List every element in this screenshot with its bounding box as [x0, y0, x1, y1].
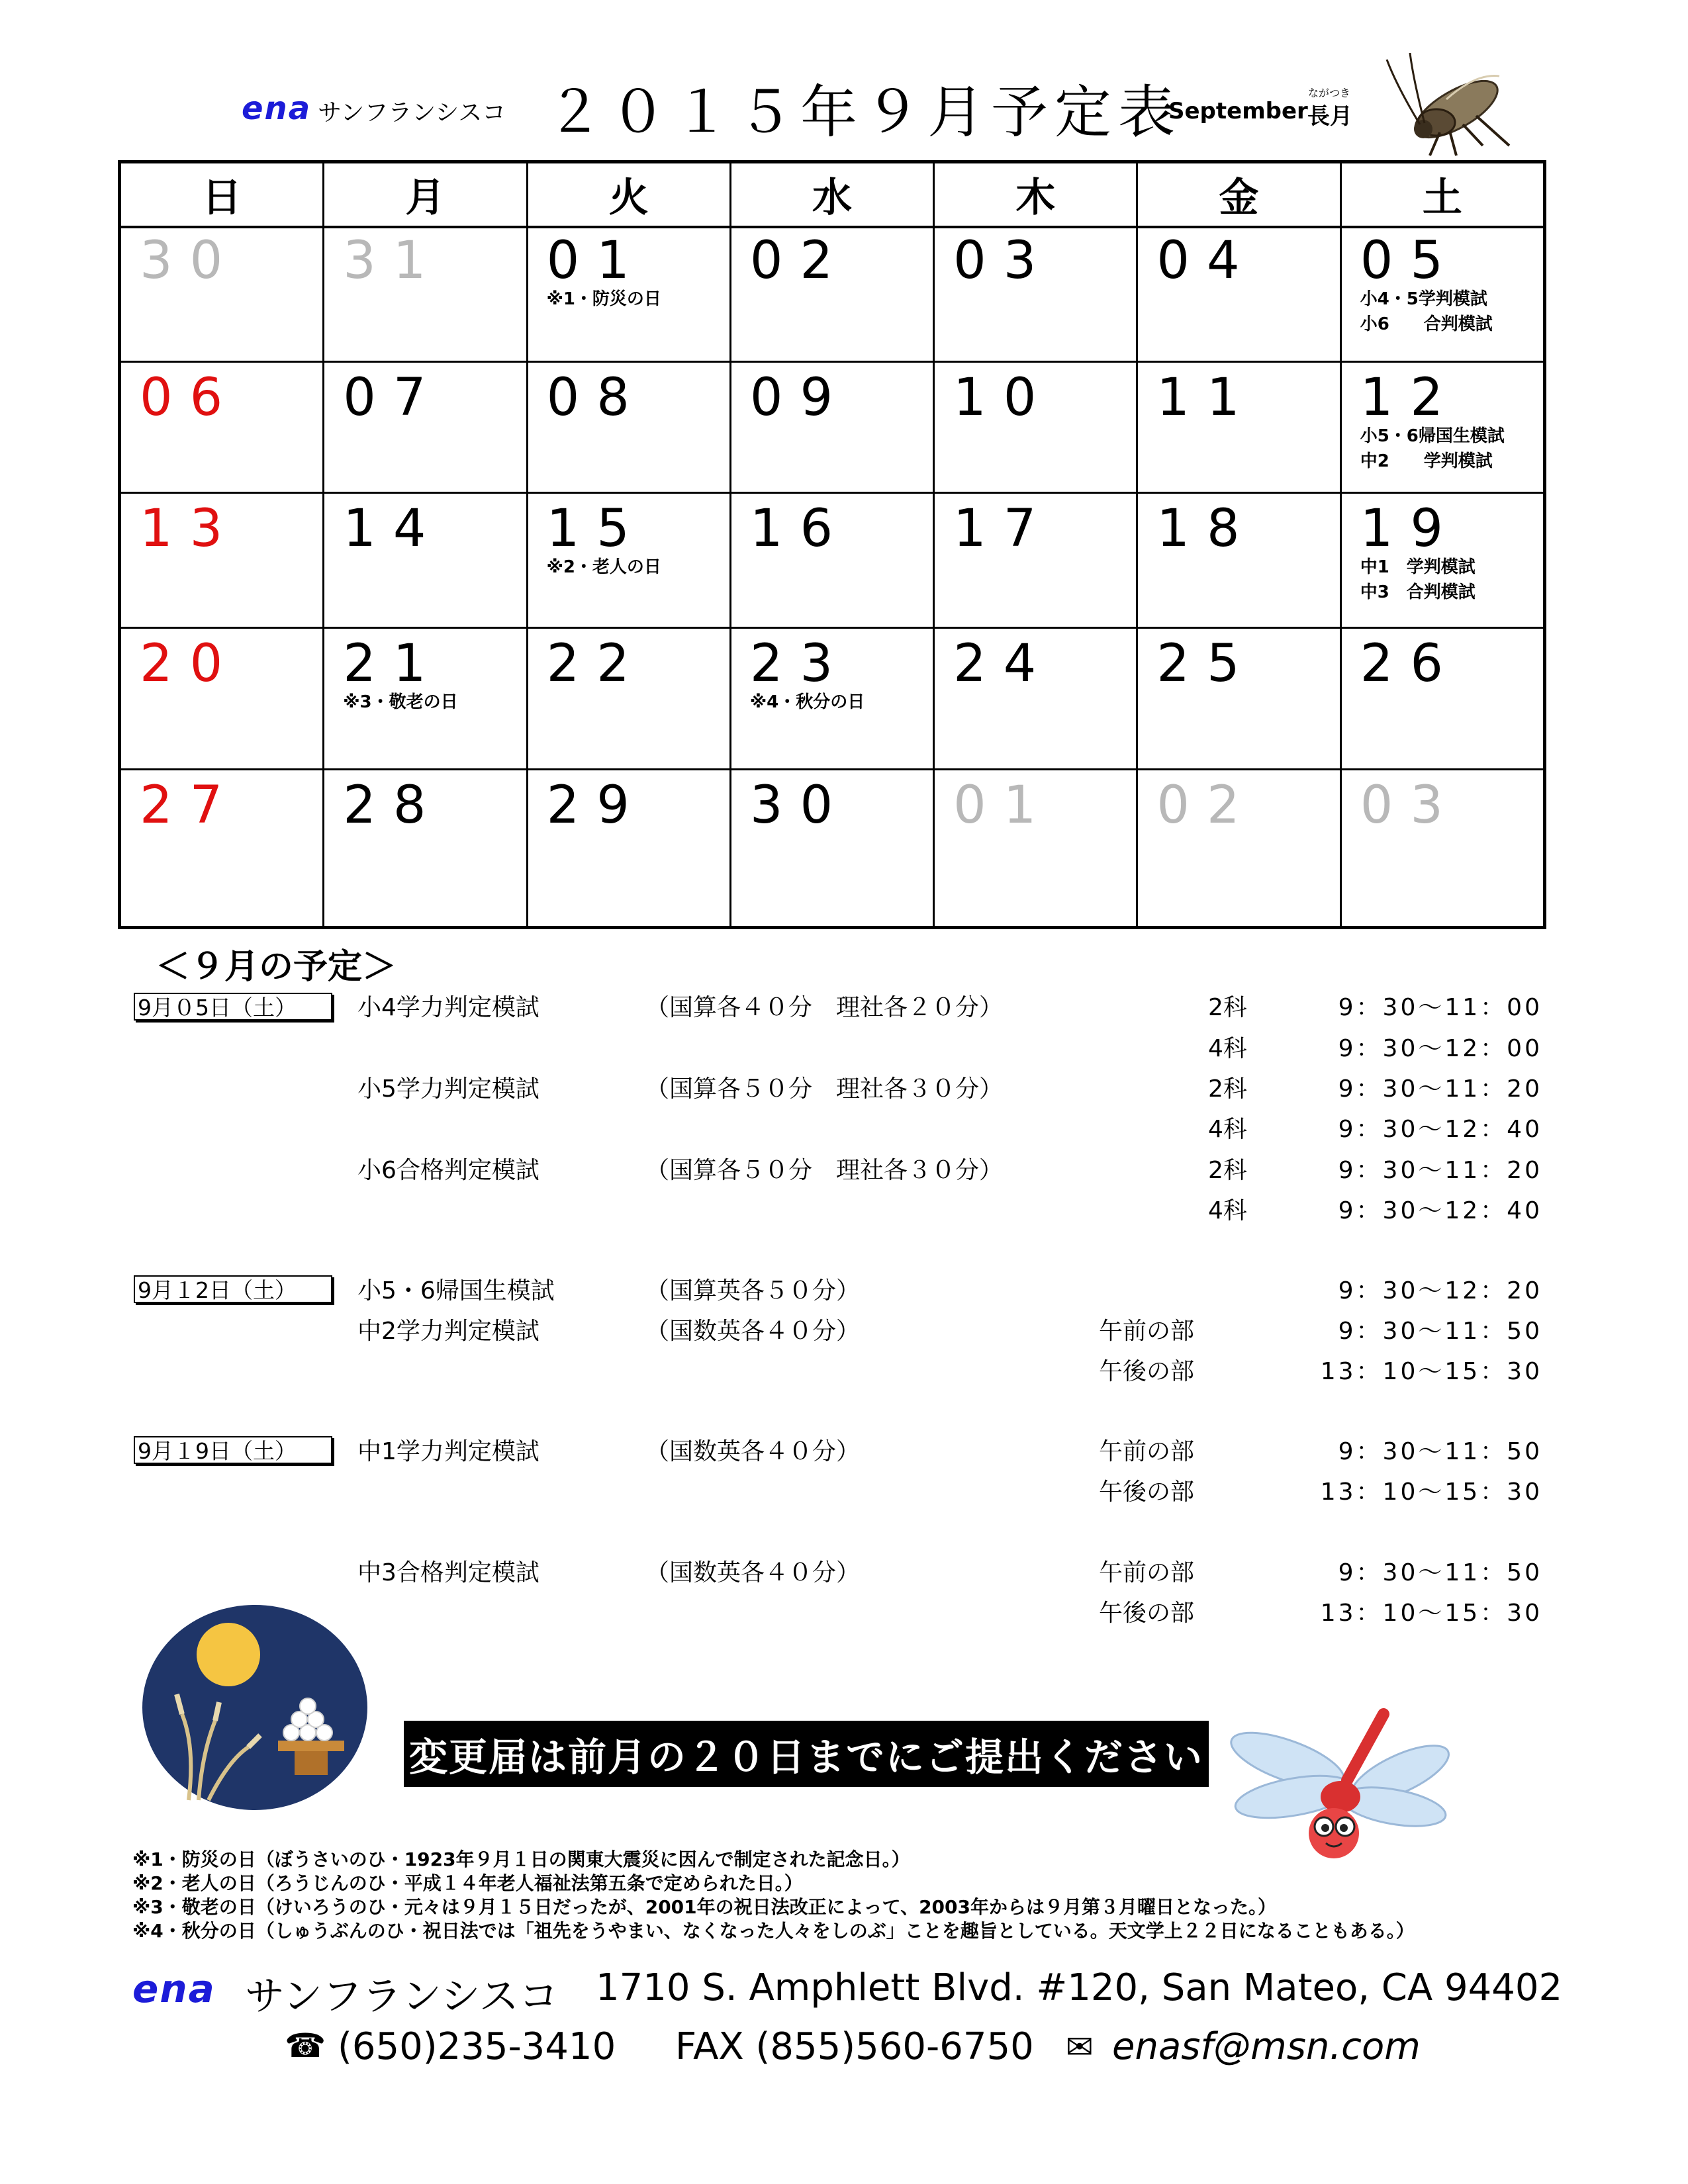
- schedule-kamoku: 4科: [1208, 1035, 1247, 1062]
- day-note: 中1 学判模試 中3 合判模試: [1360, 557, 1476, 602]
- day-number: 10: [953, 368, 1054, 428]
- day-number: 30: [140, 231, 240, 291]
- schedule-subjects: （国数英各４０分）: [645, 1438, 861, 1465]
- day-number: 27: [140, 776, 240, 835]
- calendar-day-cell: [528, 226, 731, 361]
- schedule-time: 9：30～11：50: [1338, 1559, 1542, 1586]
- schedule-session: 午前の部: [1099, 1559, 1195, 1586]
- calendar-day-cell: [1342, 629, 1543, 770]
- footer-school-name: サンフランシスコ: [245, 1974, 559, 2020]
- calendar-day-cell: [731, 629, 935, 770]
- calendar-day-cell: [731, 363, 935, 494]
- calendar-day-cell: [1342, 226, 1543, 361]
- calendar-week-row: [121, 768, 1543, 928]
- schedule-time: 9：30～11：50: [1338, 1318, 1542, 1345]
- day-number: 28: [343, 776, 444, 835]
- calendar-day-cell: [1138, 363, 1341, 494]
- calendar-grid: [118, 160, 1546, 929]
- calendar-day-cell: [528, 363, 731, 494]
- schedule-session: 午後の部: [1099, 1600, 1195, 1627]
- schedule-exam: 中2学力判定模試: [357, 1318, 539, 1345]
- calendar-day-cell: [324, 363, 528, 494]
- day-note: ※3・敬老の日: [343, 692, 458, 712]
- day-number: 08: [546, 368, 647, 428]
- day-number: 24: [953, 634, 1054, 694]
- weekday-thu: 木: [935, 163, 1138, 226]
- calendar-day-cell: [1138, 629, 1341, 770]
- schedule-subjects: （国算各４０分 理社各２０分）: [645, 994, 1004, 1021]
- schedule-date-box: 9月１2日（土）: [134, 1275, 332, 1303]
- day-number: 18: [1156, 499, 1257, 559]
- calendar-day-cell: [324, 629, 528, 770]
- weekday-header-row: [121, 163, 1543, 228]
- schedule-exam: 中1学力判定模試: [357, 1438, 539, 1465]
- ena-logo: ena: [132, 1966, 216, 2011]
- schedule-kamoku: 2科: [1208, 1075, 1247, 1103]
- japanese-month: 長月: [1307, 103, 1352, 130]
- calendar-day-cell: [935, 770, 1138, 928]
- schedule-title: ＜９月の予定＞: [156, 947, 397, 987]
- schedule-exam: 中3合格判定模試: [357, 1559, 539, 1586]
- calendar-day-cell: [121, 770, 324, 928]
- schedule-time: 13：10～15：30: [1320, 1479, 1542, 1506]
- day-number: 19: [1360, 499, 1460, 559]
- schedule-subjects: （国数英各４０分）: [645, 1559, 861, 1586]
- calendar-day-cell: [935, 363, 1138, 494]
- schedule-time: 9：30～11：00: [1338, 994, 1542, 1021]
- notice-banner: 変更届は前月の２０日までにご提出ください: [404, 1721, 1209, 1787]
- day-number: 26: [1360, 634, 1460, 694]
- weekday-fri: 金: [1138, 163, 1341, 226]
- schedule-time: 13：10～15：30: [1320, 1358, 1542, 1385]
- day-number: 29: [546, 776, 647, 835]
- day-note: ※4・秋分の日: [749, 692, 865, 712]
- footer-email[interactable]: enasf@msn.com: [1112, 2025, 1421, 2068]
- schedule-exam: 小5学力判定模試: [357, 1075, 539, 1103]
- calendar-day-cell: [528, 770, 731, 928]
- day-note: 小4・5学判模試 小6 合判模試: [1360, 289, 1493, 334]
- schedule-session: 午前の部: [1099, 1318, 1195, 1345]
- schedule-kamoku: 4科: [1208, 1197, 1247, 1224]
- schedule-time: 9：30～11：50: [1338, 1438, 1542, 1465]
- day-number: 14: [343, 499, 444, 559]
- calendar-day-cell: [1138, 494, 1341, 629]
- calendar-day-cell: [528, 629, 731, 770]
- footnote: ※2・老人の日（ろうじんのひ・平成１４年老人福祉法第五条で定められた日。）: [132, 1872, 803, 1894]
- schedule-session: 午後の部: [1099, 1358, 1195, 1385]
- schedule-subjects: （国算英各５０分）: [645, 1277, 861, 1304]
- schedule-exam: 小6合格判定模試: [357, 1157, 539, 1184]
- calendar-week-row: [121, 361, 1543, 494]
- schedule-time: 9：30～12：20: [1338, 1277, 1542, 1304]
- day-number: 06: [140, 368, 240, 428]
- footnote: ※4・秋分の日（しゅうぶんのひ・祝日法では「祖先をうやまい、なくなった人々をしのぶ」ことを趣旨としている。天文学上２２日になることもある。）: [132, 1920, 1415, 1942]
- day-note: 小5・6帰国生模試 中2 学判模試: [1360, 426, 1505, 471]
- day-number: 04: [1156, 231, 1257, 291]
- day-number: 21: [343, 634, 444, 694]
- calendar-day-cell: [324, 770, 528, 928]
- phone-icon: ☎: [285, 2026, 326, 2065]
- schedule-date-box: 9月１9日（土）: [134, 1436, 332, 1464]
- calendar-day-cell: [935, 629, 1138, 770]
- schedule-time: 9：30～11：20: [1338, 1075, 1542, 1103]
- calendar-day-cell: [1342, 770, 1543, 928]
- schedule-subjects: （国算各５０分 理社各３０分）: [645, 1157, 1004, 1184]
- schedule-subjects: （国算各５０分 理社各３０分）: [645, 1075, 1004, 1103]
- calendar-day-cell: [935, 226, 1138, 361]
- month-ruby: ながつき: [1308, 87, 1351, 99]
- calendar-day-cell: [121, 226, 324, 361]
- schedule-kamoku: 2科: [1208, 994, 1247, 1021]
- calendar-day-cell: [1342, 363, 1543, 494]
- footer-address: 1710 S. Amphlett Blvd. #120, San Mateo, CA 94402: [596, 1966, 1563, 2009]
- schedule-time: 9：30～12：40: [1338, 1116, 1542, 1143]
- school-name: サンフランシスコ: [318, 99, 506, 126]
- day-number: 30: [749, 776, 851, 835]
- day-number: 02: [749, 231, 851, 291]
- day-number: 01: [953, 776, 1054, 835]
- calendar-day-cell: [528, 494, 731, 629]
- day-number: 01: [546, 231, 647, 291]
- weekday-sat: 土: [1422, 175, 1462, 221]
- footnotes: [132, 1848, 1415, 1943]
- english-month: September: [1168, 98, 1308, 124]
- dragonfly-illustration: [1215, 1707, 1466, 1866]
- schedule-time: 9：30～11：20: [1338, 1157, 1542, 1184]
- cricket-illustration: [1383, 46, 1516, 159]
- day-number: 12: [1360, 368, 1460, 428]
- day-number: 13: [140, 499, 240, 559]
- day-number: 02: [1156, 776, 1257, 835]
- day-number: 16: [749, 499, 851, 559]
- page-header: [0, 46, 1688, 152]
- calendar-day-cell: [121, 363, 324, 494]
- schedule-kamoku: 4科: [1208, 1116, 1247, 1143]
- day-number: 07: [343, 368, 444, 428]
- day-number: 15: [546, 499, 647, 559]
- calendar-day-cell: [935, 494, 1138, 629]
- calendar-day-cell: [1342, 494, 1543, 629]
- schedule-kamoku: 2科: [1208, 1157, 1247, 1184]
- calendar-day-cell: [731, 494, 935, 629]
- envelope-icon: ✉: [1066, 2028, 1094, 2066]
- calendar-day-cell: [1138, 770, 1341, 928]
- schedule-time: 13：10～15：30: [1320, 1600, 1542, 1627]
- schedule-exam: 小4学力判定模試: [357, 994, 539, 1021]
- day-number: 11: [1156, 368, 1257, 428]
- calendar-day-cell: [324, 494, 528, 629]
- footer-fax: FAX (855)560-6750: [675, 2025, 1034, 2068]
- day-number: 17: [953, 499, 1054, 559]
- day-number: 25: [1156, 634, 1257, 694]
- calendar-day-cell: [731, 226, 935, 361]
- weekday-tue: 火: [528, 163, 731, 226]
- schedule-session: 午後の部: [1099, 1479, 1195, 1506]
- page-title: ２０１５年９月予定表: [546, 79, 1182, 146]
- weekday-sun: 日: [121, 163, 324, 226]
- calendar-day-cell: [121, 629, 324, 770]
- calendar-day-cell: [121, 494, 324, 629]
- day-number: 22: [546, 634, 647, 694]
- day-note: ※2・老人の日: [546, 557, 661, 577]
- day-number: 03: [1360, 776, 1460, 835]
- day-number: 20: [140, 634, 240, 694]
- footnote: ※1・防災の日（ぼうさいのひ・1923年９月１日の関東大震災に因んで制定された記念日。）: [132, 1848, 910, 1870]
- day-note: ※1・防災の日: [546, 289, 661, 309]
- calendar-week-row: [121, 226, 1543, 361]
- day-number: 03: [953, 231, 1054, 291]
- schedule-subjects: （国数英各４０分）: [645, 1318, 861, 1345]
- footer-contact-line: [285, 2025, 1476, 2071]
- footer-phone[interactable]: (650)235-3410: [338, 2025, 616, 2068]
- day-number: 05: [1360, 231, 1460, 291]
- calendar-day-cell: [324, 226, 528, 361]
- calendar-day-cell: [731, 770, 935, 928]
- footer-address-line: [132, 1962, 1589, 2020]
- day-number: 23: [749, 634, 851, 694]
- weekday-mon: 月: [324, 163, 528, 226]
- day-number: 31: [343, 231, 444, 291]
- calendar-week-row: [121, 492, 1543, 629]
- moon-viewing-illustration: [136, 1602, 374, 1813]
- schedule-time: 9：30～12：40: [1338, 1197, 1542, 1224]
- ena-logo: ena: [242, 90, 312, 127]
- schedule-session: 午前の部: [1099, 1438, 1195, 1465]
- day-number: 09: [749, 368, 851, 428]
- schedule-exam: 小5・6帰国生模試: [357, 1277, 555, 1304]
- footnote: ※3・敬老の日（けいろうのひ・元々は９月１５日だったが、2001年の祝日法改正によって、2003年からは９月第３月曜日となった。）: [132, 1896, 1277, 1918]
- schedule-date-box: 9月０5日（土）: [134, 993, 332, 1021]
- calendar-day-cell: [1138, 226, 1341, 361]
- calendar-week-row: [121, 627, 1543, 770]
- weekday-wed: 水: [731, 163, 935, 226]
- schedule-time: 9：30～12：00: [1338, 1035, 1542, 1062]
